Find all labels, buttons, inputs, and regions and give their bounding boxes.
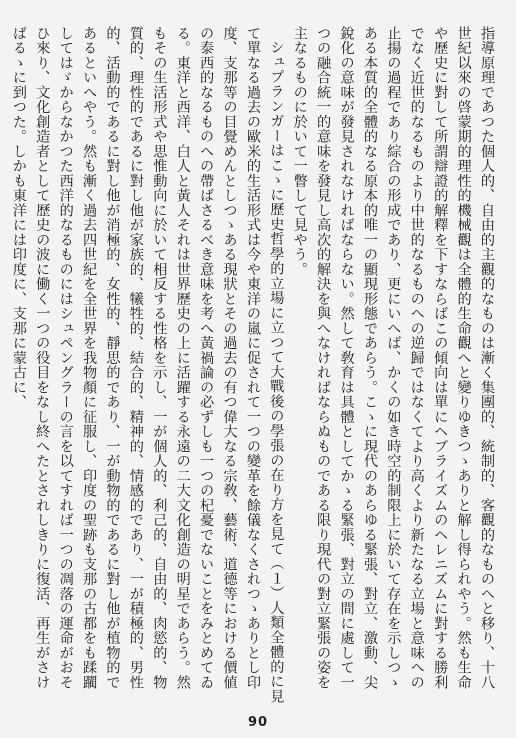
page-number: 90 xyxy=(247,715,269,730)
paragraph-2: シュプランガーはこゝに歷史哲學的立場に立つて大戰後の學張の在り方を見て（１）人類全體的に見て單なる過去の歐米的生活形式は今や東洋の嵐に促されて一つの變革を餘儀なくされつゝありとし印度、支那等の目覺めんとしつゝある現狀とその過去の有つ偉大なる宗敎、藝術、道德等における價値の泰西的なるものへの帶ばさるべき意味を考へ黃禍論の必ずしも一つの杞憂でないことをみとめてゐる。東洋と西洋、白人と黃人それは世界歷史の上に活躍する永遠の二大文化創造の明星であらう。然もその生活形式や思惟動向に於いて相反する性格を示し、一が個人的、利己的、自由的、肉慾的、物質的、理性的であるに對し他が家族的、犧牲的、結合的、精神的、情感的であり、一が積極的、男性的、活動的であるに對し他が消極的、女性的、靜思的であり、一が動物的であるに對し他が植物的であるといへやう。然も漸く過去四世紀を全世界を我物顏に征服し、印度の聖跡も支那の古都をも蹂躙してはゞからなかつた西洋的なるものにはシュペングラーの言を以てすれば一つの凋落の運命がおそひ來り、文化創造者として歷史の波に働く一つの役目をなし終へたとされしきりに復活、再生がさけばるゝに到つた。しかも東洋には印度に、支那に蒙古に、 xyxy=(10,26,285,704)
vertical-text-body xyxy=(10,26,498,704)
paragraph-1: 指導原理であつた個人的、自由的主觀的なものは漸く集團的、統制的、客觀的なものへと移り、十八世紀以來の啓蒙期的理性的機械觀は全體的生命觀へと變りゆきつゝありと解し得られやう。然も生命や歷史に對して所謂辯證的解釋を下すならばこの傾向は單にヘブライズムのヘレニズムに對する勝利でなく近世的なるものより中世的なるものへの逆歸ではなくてより高くより新たなる立場と意味への止揚の過程であり綜合の形成であり、更にいへば、かくの如き時空的制限上に於いて存在を示しつゝある本質的全體的なる原本的唯一の顯現形態であらう。こゝに現代のあらゆる緊張、對立、激動、尖銳化の意味が發見されなければならない。然して敎育は具體としてかゝる緊張、對立の間に處して一つの融合統一的意味を發見し高次的解決を與へなければならぬものである限り現代の對立緊張の姿を主なるものに於いて一瞥して見やう。 xyxy=(291,26,495,690)
